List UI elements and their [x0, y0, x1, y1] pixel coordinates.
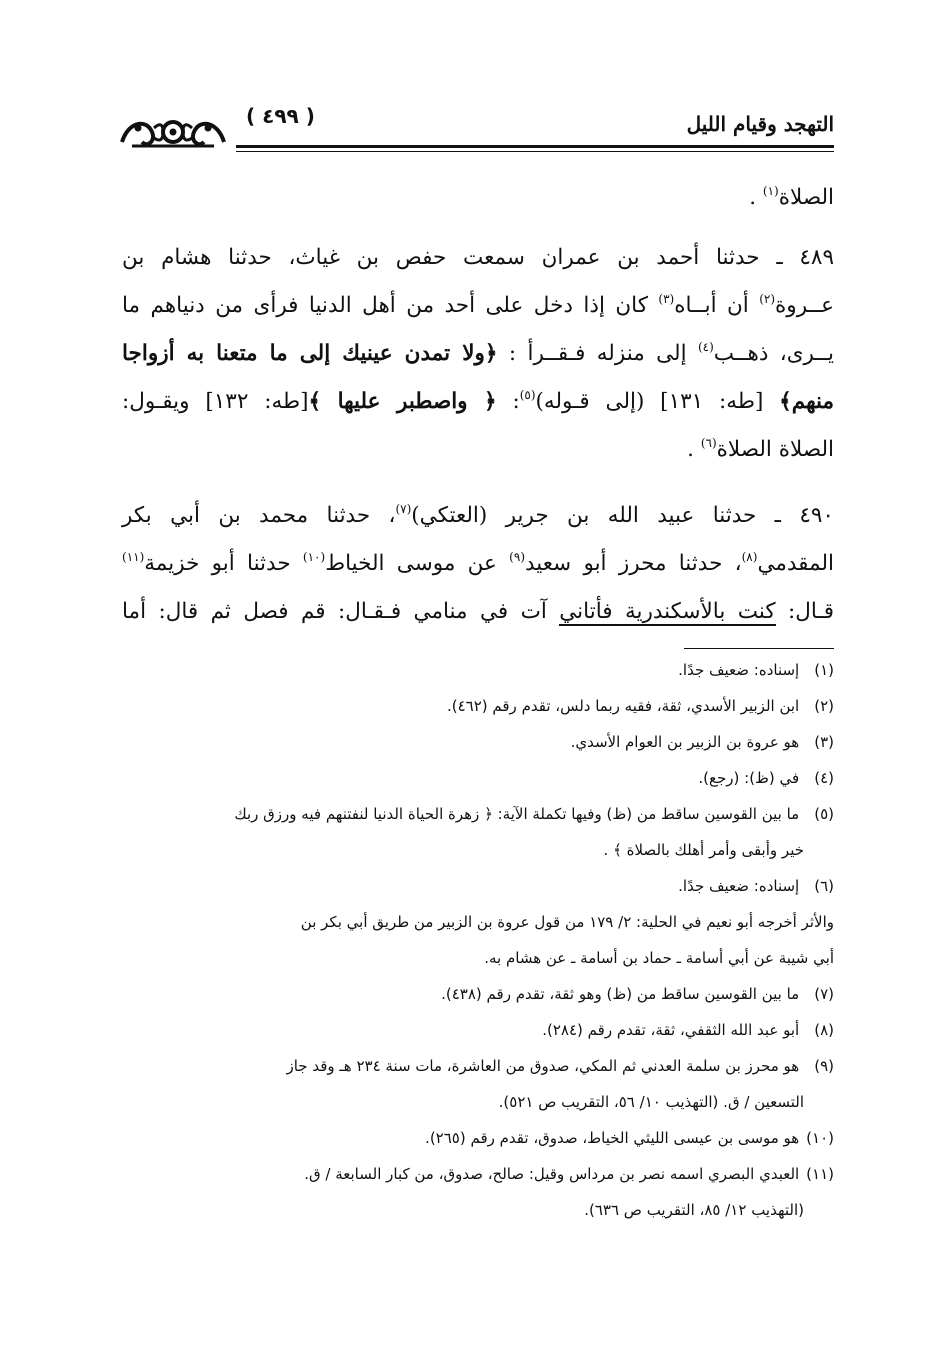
footnote-6-extra-1: والأثر أخرجه أبو نعيم في الحلية: ٢/ ١٧٩ من قول عروة بن الزبير من طريق أبي بكر بن	[300, 913, 834, 931]
text-line-9: قـال: كنت بالأسكندرية فأتاني آت في منامي فـقـال: قم فصل ثم قال: أما	[122, 599, 834, 624]
footnote-8: (٨) أبو عبد الله الثقفي، ثقة، تقدم رقم (٢٨٤).	[542, 1021, 834, 1039]
header-rule	[236, 145, 834, 148]
footnote-1: (١) إسناده: ضعيف جدًا.	[678, 661, 834, 679]
footnote-7: (٧) ما بين القوسين ساقط من (ظ) وهو ثقة، تقدم رقم (٤٣٨).	[441, 985, 834, 1003]
page-header	[118, 100, 834, 160]
floral-ornament-icon	[118, 110, 228, 154]
page-number: ( ٤٩٩ )	[246, 104, 315, 128]
quran-verse: ﴿ولا تمدن عينيك إلى ما متعنا به أزواجا	[122, 341, 498, 366]
footnote-9: (٩) هو محرز بن سلمة العدني ثم المكي، صدوق من العاشرة، مات سنة ٢٣٤ هـ وقد جاز	[286, 1057, 834, 1075]
text-line-2: ٤٨٩ ـ حدثنا أحمد بن عمران سمعت حفص بن غياث، حدثنا هشام بن	[122, 245, 834, 270]
quran-verse: منهم﴾	[779, 389, 834, 414]
header-rule-thin	[236, 151, 834, 152]
footnotes	[122, 652, 834, 1228]
footnote-5: (٥) ما بين القوسين ساقط من (ظ) وفيها تكملة الآية: ﴿ زهرة الحياة الدنيا لنفتنهم فيه ورزق ربك	[234, 805, 834, 823]
footnote-11-continued: (التهذيب ١٢/ ٨٥، التقريب ص ٦٣٦).	[584, 1201, 804, 1219]
text-line-6: الصلاة الصلاة$^{(٦)}$ .	[687, 436, 834, 462]
text-line-7: ٤٩٠ ـ حدثنا عبيد الله بن جرير (العتكي)$^{(٧)}$، حدثنا محمد بن أبي بكر	[122, 502, 834, 528]
text-line-3: عــروة$^{(٢)}$ أن أبــاه$^{(٣)}$ كان إذا دخل على أحد من أهل الدنيا فرأى من دنياهم ما	[122, 292, 834, 318]
footnote-10: (١٠) هو موسى بن عيسى الليثي الخياط، صدوق، تقدم رقم (٢٦٥).	[425, 1129, 834, 1147]
footnote-6-extra-2: أبي شيبة عن أبي أسامة ـ حماد بن أسامة ـ عن هشام به.	[484, 949, 834, 967]
footnote-5-continued: خير وأبقى وأمر أهلك بالصلاة ﴾ .	[603, 841, 804, 859]
footnote-11: (١١) العبدي البصري اسمه نصر بن مرداس وقيل: صالح، صدوق، من كبار السابعة / ق.	[304, 1165, 834, 1183]
text-line-5: منهم﴾ [طه: ١٣١] (إلى قـوله)$^{(٥)}$: ﴿ واصطبر عليها ﴾[طه: ١٣٢] ويقـول:	[122, 388, 834, 414]
footnote-6: (٦) إسناده: ضعيف جدًا.	[678, 877, 834, 895]
underlined-phrase: كنت بالأسكندرية فأتاني	[559, 599, 776, 624]
footnote-2: (٢) ابن الزبير الأسدي، ثقة، فقيه ربما دلس، تقدم رقم (٤٦٢).	[446, 697, 834, 715]
quran-verse: ﴿ واصطبر عليها ﴾	[308, 389, 497, 414]
text-line-4: يــرى، ذهــب$^{(٤)}$ إلى منزله فـقــرأ : ﴿ولا تمدن عينيك إلى ما متعنا به أزواجا	[122, 340, 834, 366]
footnote-4: (٤) في (ظ): (رجع).	[698, 769, 834, 787]
text-line-1: الصلاة$^{(١)}$ .	[749, 184, 834, 210]
paragraph-489	[122, 234, 834, 474]
footnote-separator	[684, 648, 834, 649]
paragraph-490	[122, 492, 834, 636]
main-text	[122, 174, 834, 222]
text-line-8: المقدمي$^{(٨)}$، حدثنا محرز أبو سعيد$^{(٩)}$ عن موسى الخياط$^{(١٠)}$ حدثنا أبو خزيمة$^{(١١)}$	[122, 550, 834, 576]
footnote-3: (٣) هو عروة بن الزبير بن العوام الأسدي.	[570, 733, 834, 751]
running-title: التهجد وقيام الليل	[686, 112, 834, 136]
footnote-9-continued: التسعين / ق. (التهذيب ١٠/ ٥٦، التقريب ص ٥٢١).	[498, 1093, 804, 1111]
